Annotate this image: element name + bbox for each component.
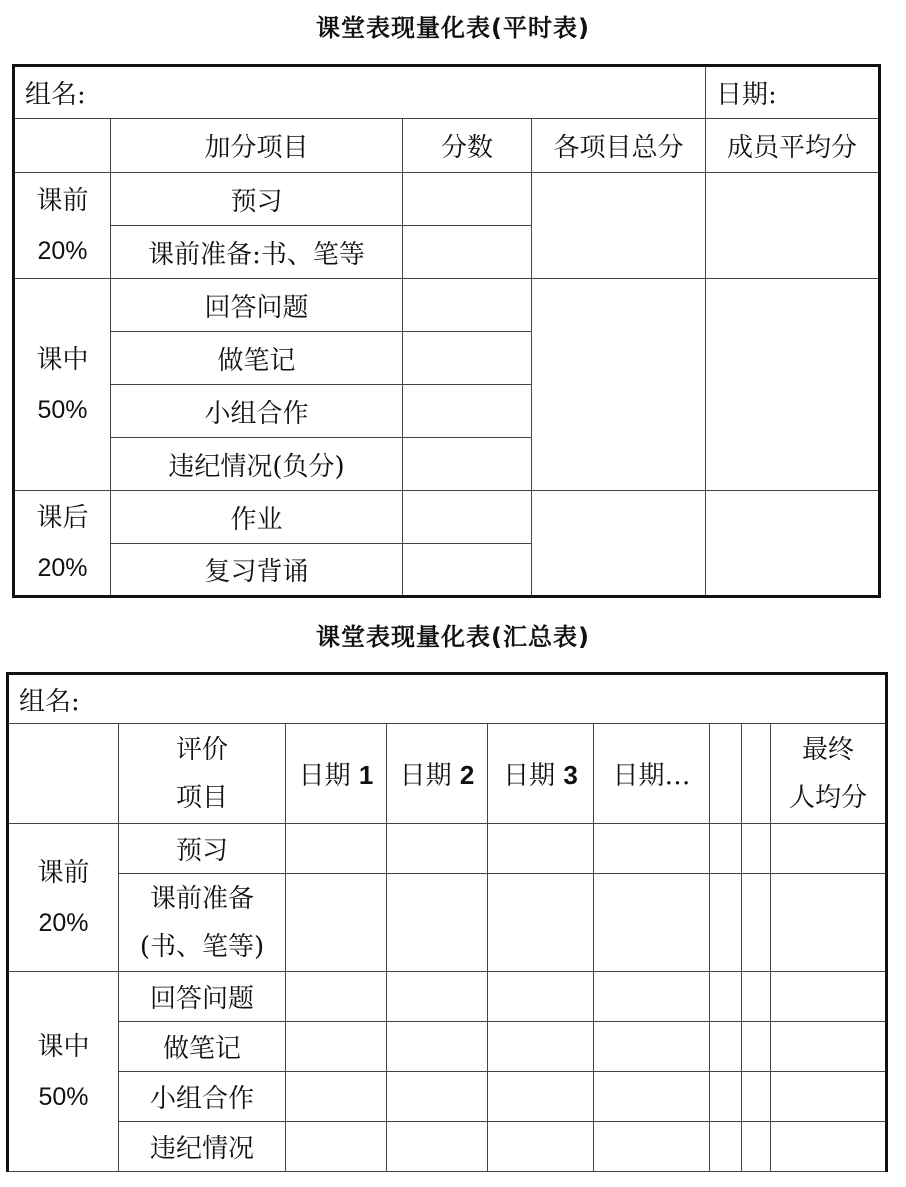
section-name: 课前 — [37, 857, 90, 888]
item-label: 做笔记 — [111, 332, 403, 385]
item-label: 预习 — [119, 824, 286, 874]
score-cell[interactable] — [286, 1072, 387, 1122]
section-before-class — [8, 824, 119, 972]
score-cell[interactable] — [387, 1122, 488, 1172]
score-cell[interactable] — [710, 874, 742, 972]
score-cell[interactable] — [594, 1022, 710, 1072]
score-cell[interactable] — [488, 1022, 594, 1072]
header-line: 最终 — [802, 734, 855, 765]
score-cell[interactable] — [403, 173, 532, 226]
member-average-cell[interactable] — [706, 491, 880, 597]
summary-score-table — [6, 672, 888, 1172]
score-cell[interactable] — [594, 1122, 710, 1172]
header-item-total: 各项目总分 — [532, 119, 706, 173]
section-name: 课前 — [36, 185, 89, 216]
score-cell[interactable] — [387, 972, 488, 1022]
header-empty — [710, 724, 742, 824]
score-cell[interactable] — [403, 438, 532, 491]
item-label — [119, 874, 286, 972]
section-during-class — [14, 279, 111, 491]
score-cell[interactable] — [403, 279, 532, 332]
date-prefix: 日期 — [399, 761, 452, 791]
header-date-more: 日期… — [594, 724, 710, 824]
section-percent: 50% — [38, 1082, 89, 1111]
score-cell[interactable] — [594, 972, 710, 1022]
member-average-cell[interactable] — [706, 279, 880, 491]
score-cell[interactable] — [403, 544, 532, 597]
section-name: 课中 — [37, 1031, 90, 1062]
score-cell[interactable] — [488, 1072, 594, 1122]
item-label: 回答问题 — [119, 972, 286, 1022]
score-cell[interactable] — [403, 226, 532, 279]
date-number: 1 — [358, 760, 374, 790]
header-member-average: 成员平均分 — [706, 119, 880, 173]
score-cell[interactable] — [488, 972, 594, 1022]
section-percent: 20% — [37, 236, 88, 265]
header-line: 项目 — [175, 782, 228, 813]
item-total-cell[interactable] — [532, 491, 706, 597]
score-cell[interactable] — [387, 824, 488, 874]
score-cell[interactable] — [710, 1072, 742, 1122]
header-date-2 — [387, 724, 488, 824]
header-line: 人均分 — [789, 782, 868, 813]
section-during-class — [8, 972, 119, 1172]
header-line: 评价 — [175, 734, 228, 765]
score-cell[interactable] — [742, 874, 771, 972]
section-name: 课中 — [36, 344, 89, 375]
score-cell[interactable] — [403, 332, 532, 385]
date-prefix: 日期 — [298, 761, 351, 791]
item-label: 做笔记 — [119, 1022, 286, 1072]
corner-cell — [14, 119, 111, 173]
item-total-cell[interactable] — [532, 173, 706, 279]
score-cell[interactable] — [742, 1122, 771, 1172]
final-cell[interactable] — [771, 1022, 887, 1072]
score-cell[interactable] — [742, 824, 771, 874]
score-cell[interactable] — [286, 1022, 387, 1072]
score-cell[interactable] — [403, 491, 532, 544]
score-cell[interactable] — [710, 972, 742, 1022]
member-average-cell[interactable] — [706, 173, 880, 279]
score-cell[interactable] — [488, 1122, 594, 1172]
item-label: 复习背诵 — [111, 544, 403, 597]
corner-cell — [8, 724, 119, 824]
header-bonus-items: 加分项目 — [111, 119, 403, 173]
header-final-average — [771, 724, 887, 824]
score-cell[interactable] — [286, 824, 387, 874]
section-percent: 20% — [37, 554, 88, 582]
date-number: 2 — [459, 760, 475, 790]
score-cell[interactable] — [742, 1072, 771, 1122]
score-cell[interactable] — [594, 824, 710, 874]
item-line: 课前准备 — [149, 883, 254, 914]
score-cell[interactable] — [488, 874, 594, 972]
date-number: 3 — [563, 760, 578, 790]
score-cell[interactable] — [387, 874, 488, 972]
item-label: 课前准备:书、笔等 — [111, 226, 403, 279]
score-cell[interactable] — [710, 1122, 742, 1172]
score-cell[interactable] — [286, 972, 387, 1022]
score-cell[interactable] — [710, 824, 742, 874]
group-name-field[interactable]: 组名: — [8, 674, 887, 724]
date-field[interactable]: 日期: — [706, 66, 880, 119]
group-name-field[interactable]: 组名: — [14, 66, 706, 119]
score-cell[interactable] — [387, 1072, 488, 1122]
score-cell[interactable] — [742, 972, 771, 1022]
item-label: 违纪情况 — [119, 1122, 286, 1172]
score-cell[interactable] — [286, 874, 387, 972]
table2-title: 课堂表现量化表(汇总表) — [316, 623, 590, 651]
item-label: 预习 — [111, 173, 403, 226]
daily-score-table — [12, 64, 881, 598]
score-cell[interactable] — [594, 874, 710, 972]
header-date-3 — [488, 724, 594, 824]
header-score: 分数 — [403, 119, 532, 173]
item-line: (书、笔等) — [139, 931, 265, 962]
score-cell[interactable] — [286, 1122, 387, 1172]
date-prefix: 日期 — [503, 761, 556, 791]
header-empty — [742, 724, 771, 824]
final-cell[interactable] — [771, 824, 887, 874]
score-cell[interactable] — [710, 1022, 742, 1072]
table1-title: 课堂表现量化表(平时表) — [316, 14, 590, 42]
header-evaluation-item — [119, 724, 286, 824]
final-cell[interactable] — [771, 972, 887, 1022]
item-label: 小组合作 — [111, 385, 403, 438]
final-cell[interactable] — [771, 1122, 887, 1172]
final-cell[interactable] — [771, 1072, 887, 1122]
section-percent: 20% — [38, 908, 89, 937]
item-total-cell[interactable] — [532, 279, 706, 491]
header-date-1 — [286, 724, 387, 824]
item-label: 违纪情况(负分) — [111, 438, 403, 491]
section-before-class — [14, 173, 111, 279]
score-cell[interactable] — [387, 1022, 488, 1072]
final-cell[interactable] — [771, 874, 887, 972]
item-label: 作业 — [111, 491, 403, 544]
item-label: 回答问题 — [111, 279, 403, 332]
score-cell[interactable] — [594, 1072, 710, 1122]
score-cell[interactable] — [742, 1022, 771, 1072]
score-cell[interactable] — [403, 385, 532, 438]
score-cell[interactable] — [488, 824, 594, 874]
section-after-class — [14, 491, 111, 597]
section-percent: 50% — [37, 395, 88, 424]
item-label: 小组合作 — [119, 1072, 286, 1122]
section-name: 课后 — [36, 503, 89, 533]
